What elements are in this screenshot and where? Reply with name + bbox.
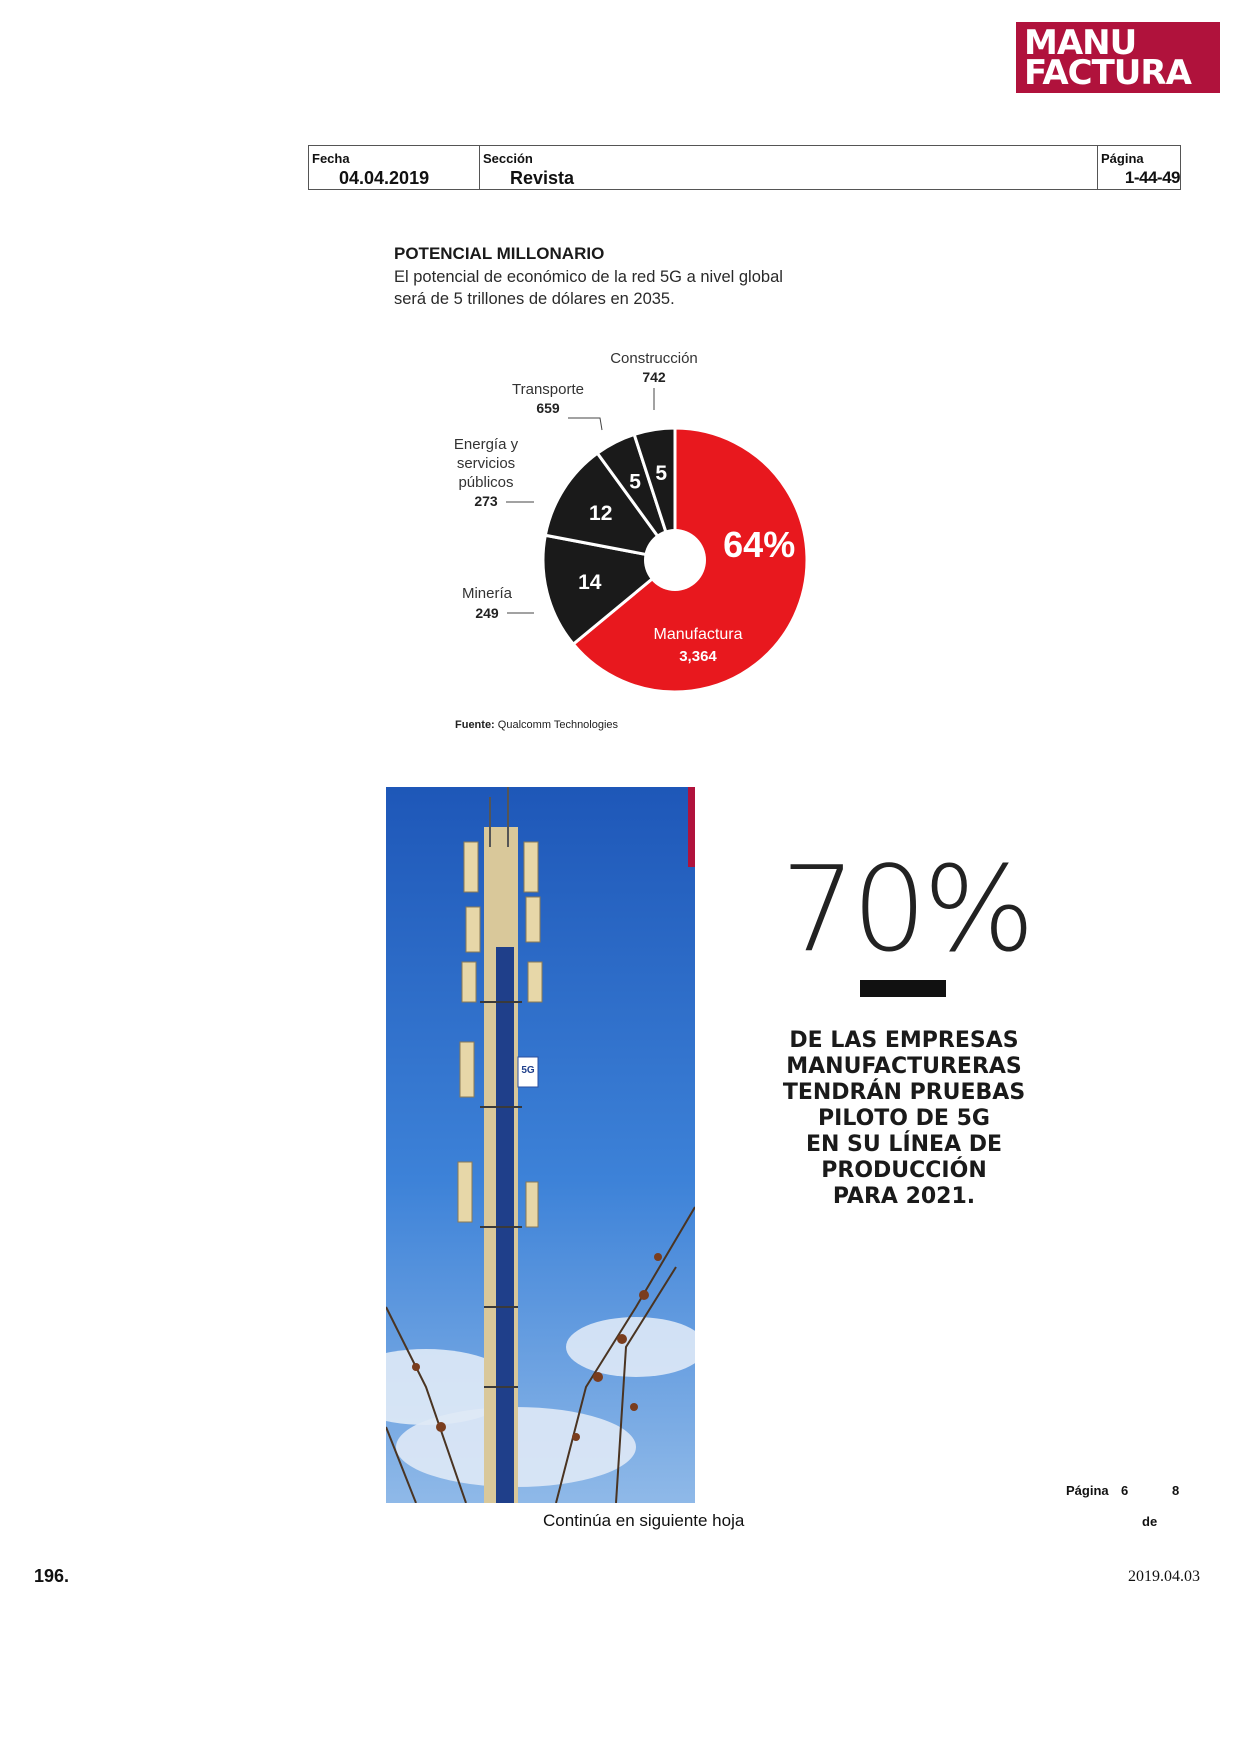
pager-label: Página	[1066, 1483, 1109, 1498]
slice-label: 14	[578, 570, 602, 594]
callout-manufactura-name: Manufactura	[653, 626, 743, 643]
callout-construccion-name: Construcción	[610, 350, 698, 367]
leaf	[412, 1363, 420, 1371]
leaf	[654, 1253, 662, 1261]
slice-label: 5	[655, 462, 668, 486]
manufactura-logo	[1016, 22, 1220, 93]
antenna-panel	[466, 907, 480, 952]
callout-mineria-name: Minería	[461, 585, 513, 602]
donut-chart	[380, 340, 850, 740]
stat-value: 70%	[780, 840, 1032, 978]
clipping-header	[308, 145, 1181, 190]
antenna-panel	[526, 897, 540, 942]
stat-caption-line: PRODUCCIÓN	[821, 1158, 987, 1183]
page-edge-mark	[688, 787, 695, 867]
antenna-panel	[526, 1182, 538, 1227]
leaf	[630, 1403, 638, 1411]
stat-caption-line: TENDRÁN PRUEBAS	[782, 1080, 1026, 1105]
pagina-cell	[1098, 146, 1180, 189]
fecha-cell	[309, 146, 480, 189]
antenna-panel	[462, 962, 476, 1002]
cell-tower-photo	[386, 787, 695, 1503]
antenna-panel	[460, 1042, 474, 1097]
fecha-value: 04.04.2019	[339, 168, 430, 188]
clipping-date: 2019.04.03	[1128, 1568, 1200, 1585]
stat-divider	[860, 980, 946, 997]
pager-current: 6	[1121, 1483, 1129, 1498]
chart-source	[455, 719, 618, 731]
infographic-subtitle	[394, 266, 854, 310]
callout-transporte-amount: 659	[536, 400, 560, 416]
seccion-label: Sección	[483, 151, 533, 166]
antenna-panel	[458, 1162, 472, 1222]
leaf	[593, 1372, 603, 1382]
leaf	[572, 1433, 580, 1441]
source-label: Fuente:	[455, 719, 495, 731]
5g-badge-text: 5G	[521, 1065, 535, 1076]
tower-cable-run	[496, 947, 514, 1503]
antenna-panel	[464, 842, 478, 892]
logo-line-2: FACTURA	[1024, 52, 1191, 93]
callout-energia-line-2: servicios	[456, 455, 516, 472]
subtitle-line-1: El potencial de económico de la red 5G a nivel global	[394, 268, 783, 286]
callout-transporte-name: Transporte	[512, 381, 584, 398]
subtitle-line-2: será de 5 trillones de dólares en 2035.	[394, 290, 675, 308]
seccion-value: Revista	[510, 168, 575, 188]
callout-construccion-amount: 742	[642, 369, 666, 385]
clipping-number: 196.	[34, 1566, 70, 1586]
leaf	[436, 1422, 446, 1432]
continues-note: Continúa en siguiente hoja	[543, 1511, 745, 1530]
antenna-panel	[528, 962, 542, 1002]
callout-mineria-amount: 249	[475, 605, 499, 621]
stat-caption-line: PARA 2021.	[832, 1184, 976, 1209]
callout-energia-line-1: Energía y	[453, 436, 519, 453]
pagina-value: 1-44-49	[1124, 168, 1180, 187]
callout-energia-amount: 273	[474, 493, 498, 509]
slice-label: 12	[589, 501, 613, 525]
logo-line-1: MANU	[1024, 22, 1137, 63]
pager-of: de	[1142, 1514, 1158, 1529]
callout-transporte-leader	[568, 418, 602, 430]
stat-caption-line: DE LAS EMPRESAS	[789, 1028, 1019, 1053]
fecha-label: Fecha	[312, 151, 350, 166]
stat-caption-line: MANUFACTURERAS	[786, 1054, 1022, 1079]
antenna-panel	[524, 842, 538, 892]
seccion-cell	[480, 146, 1098, 189]
leaf	[639, 1290, 649, 1300]
stat-caption-line: EN SU LÍNEA DE	[805, 1132, 1003, 1157]
source-value: Qualcomm Technologies	[497, 719, 619, 731]
pager-total: 8	[1172, 1483, 1180, 1498]
slice-label: 5	[629, 470, 641, 494]
slice-label: 64%	[723, 523, 796, 565]
pagina-label: Página	[1101, 151, 1144, 166]
leaf	[617, 1334, 627, 1344]
stat-caption	[776, 1028, 1032, 1210]
callout-energia-line-3: públicos	[458, 474, 514, 491]
stat-caption-line: PILOTO DE 5G	[818, 1106, 990, 1131]
donut-hole	[644, 529, 706, 591]
callout-manufactura-amount: 3,364	[679, 648, 717, 665]
infographic-title: POTENCIAL MILLONARIO	[394, 244, 605, 263]
